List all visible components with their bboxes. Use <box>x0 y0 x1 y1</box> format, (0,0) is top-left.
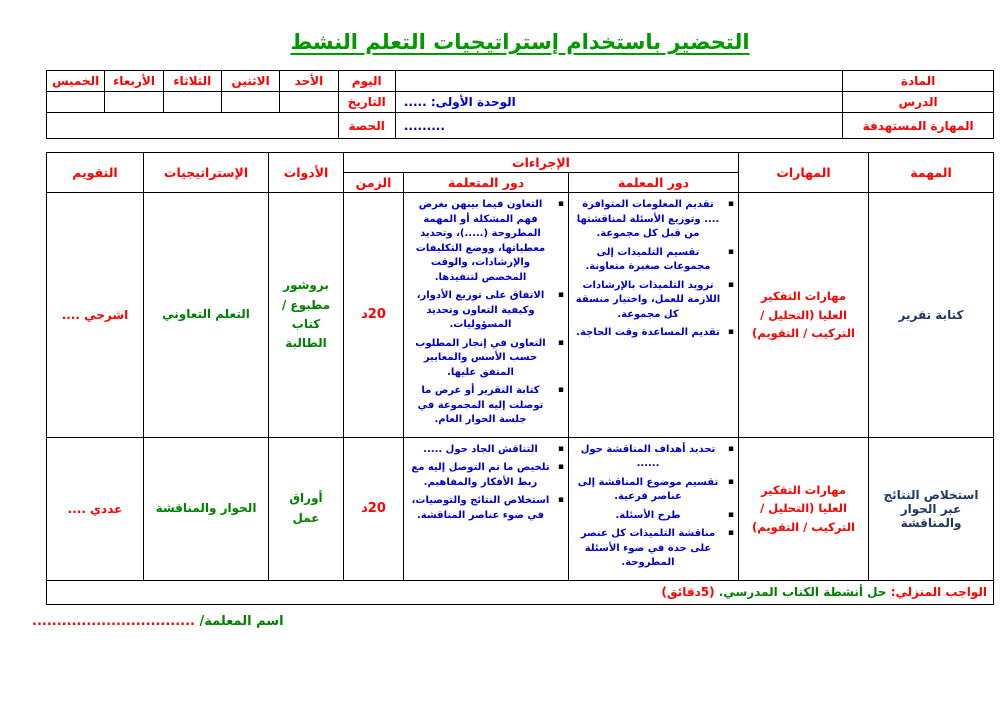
bullet-item: ▪ التعاون فيما بينهن بغرض فهم المشكلة أو المهمة المطروحة (.....)، وتحديد معطياتها، ووضع التكليفات والإرشادات، والوقت المخصص لتنفيذها. <box>408 198 564 285</box>
info-row-subject <box>47 71 994 92</box>
teacher-name-label: اسم المعلمة/ <box>199 613 284 629</box>
time-cell: 20د <box>344 193 404 438</box>
teacher-name-line <box>32 614 994 629</box>
homework-text: حل أنشطة الكتاب المدرسي. <box>718 585 887 599</box>
bullet-item: ▪ تلخيص ما تم التوصل إليه مع ربط الأفكار والمفاهيم. <box>408 461 564 490</box>
date-cell-thursday <box>47 92 105 113</box>
day-header-thursday: الخميس <box>47 71 105 92</box>
info-row-lesson <box>47 92 994 113</box>
page-title: التحضير باستخدام إستراتيجيات التعلم النشط <box>290 30 750 54</box>
task-column-header: المهمة <box>869 153 994 193</box>
evaluation-cell: اشرحي .... <box>47 193 144 438</box>
time-cell: 20د <box>344 437 404 580</box>
info-row-skill <box>47 113 994 139</box>
tools-cell: بروشور مطبوع / كتاب الطالبة <box>269 193 344 438</box>
tools-cell: أوراق عمل <box>269 437 344 580</box>
plan-row-discussion <box>47 437 994 580</box>
task-cell: كتابة تقرير <box>869 193 994 438</box>
strategy-cell: الحوار والمناقشة <box>144 437 269 580</box>
teacher-role-cell <box>569 193 739 438</box>
evaluation-column-header: التقويم <box>47 153 144 193</box>
time-header: الزمن <box>344 173 404 193</box>
target-skill-value-cell: ......... <box>395 113 842 139</box>
skills-column-header: المهارات <box>739 153 869 193</box>
bullet-item: ▪ تقديم المساعدة وقت الحاجة. <box>573 326 734 341</box>
lesson-label: الدرس <box>843 92 994 113</box>
learner-role-list <box>408 198 564 428</box>
homework-label: الواجب المنزلي: <box>890 585 987 599</box>
info-table <box>46 70 994 139</box>
tools-column-header: الأدوات <box>269 153 344 193</box>
learner-role-list <box>408 443 564 524</box>
day-header-sunday: الأحد <box>280 71 338 92</box>
date-cell-sunday <box>280 92 338 113</box>
bullet-item: ▪ تقديم المعلومات المتوافرة .... وتوزيع الأسئلة لمناقشتها من قبل كل مجموعة. <box>573 198 734 242</box>
plan-header-row <box>47 153 994 173</box>
plan-row-report-writing <box>47 193 994 438</box>
procedures-column-header: الإجراءات <box>344 153 739 173</box>
teacher-name-dots: ................................. <box>32 613 195 629</box>
lesson-value-cell: الوحدة الأولى: ..... <box>395 92 842 113</box>
bullet-item: ▪ كتابة التقرير أو عرض ما توصلت إليه المجموعة في جلسة الحوار العام. <box>408 384 564 428</box>
bullet-item: ▪ تقسيم موضوع المناقشة إلى عناصر فرعية. <box>573 476 734 505</box>
period-label: الحصة <box>338 113 395 139</box>
task-cell: استخلاص النتائج عبر الحوار والمناقشة <box>869 437 994 580</box>
period-value-cell <box>47 113 339 139</box>
plan-table <box>46 152 994 605</box>
day-header-tuesday: الثلاثاء <box>163 71 221 92</box>
date-label: التاريخ <box>338 92 395 113</box>
bullet-item: ▪ مناقشة التلميذات كل عنصر على حدة في ضوء الأسئلة المطروحة. <box>573 527 734 571</box>
teacher-role-list <box>573 443 734 571</box>
bullet-item: ▪ تقسيم التلميذات إلى مجموعات صغيرة متعاونة. <box>573 246 734 275</box>
target-skill-label: المهارة المستهدفة <box>843 113 994 139</box>
evaluation-cell: عددي .... <box>47 437 144 580</box>
learner-role-cell <box>404 437 569 580</box>
skills-cell: مهارات التفكير العليا (التحليل / التركيب / التقويم) <box>739 437 869 580</box>
day-header-wednesday: الأربعاء <box>105 71 163 92</box>
day-header-monday: الاثنين <box>221 71 279 92</box>
date-cell-tuesday <box>163 92 221 113</box>
teacher-role-list <box>573 198 734 341</box>
bullet-item: ▪ طرح الأسئلة. <box>573 509 734 524</box>
subject-label: المادة <box>843 71 994 92</box>
date-cell-wednesday <box>105 92 163 113</box>
subject-value-cell <box>395 71 842 92</box>
teacher-role-header: دور المعلمة <box>569 173 739 193</box>
bullet-item: ▪ استخلاص النتائج والتوصيات، في ضوء عناصر المناقشة. <box>408 494 564 523</box>
teacher-role-cell <box>569 437 739 580</box>
learner-role-cell <box>404 193 569 438</box>
strategies-column-header: الإستراتيجيات <box>144 153 269 193</box>
homework-duration: (5دقائق) <box>661 585 715 599</box>
strategy-cell: التعلم التعاوني <box>144 193 269 438</box>
day-label: اليوم <box>338 71 395 92</box>
bullet-item: ▪ التناقش الجاد حول ..... <box>408 443 564 458</box>
homework-row <box>47 580 994 604</box>
learner-role-header: دور المتعلمة <box>404 173 569 193</box>
bullet-item: ▪ تزويد التلميذات بالإرشادات اللازمة للعمل، واختيار منسقة كل مجموعة. <box>573 279 734 323</box>
skills-cell: مهارات التفكير العليا (التحليل / التركيب / التقويم) <box>739 193 869 438</box>
bullet-item: ▪ التعاون في إنجاز المطلوب حسب الأسس والمعايير المتفق عليها. <box>408 337 564 381</box>
homework-cell <box>47 580 994 604</box>
bullet-item: ▪ الاتفاق على توزيع الأدوار، وكيفية التعاون وتحديد المسؤوليات. <box>408 289 564 333</box>
date-cell-monday <box>221 92 279 113</box>
bullet-item: ▪ تحديد أهداف المناقشة حول ...... <box>573 443 734 472</box>
